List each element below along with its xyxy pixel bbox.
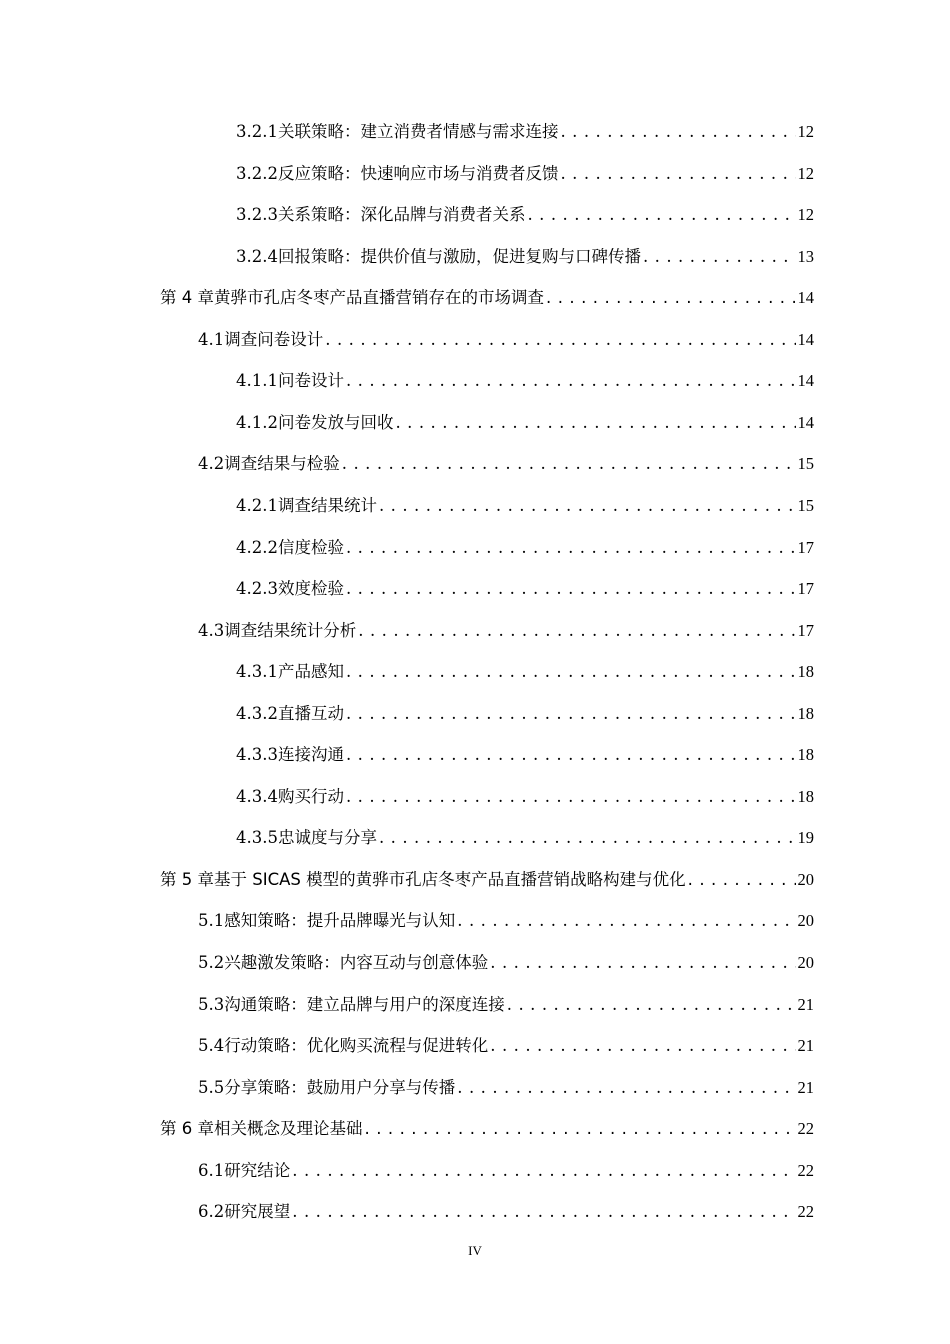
toc-entry-title: 问卷发放与回收: [277, 412, 394, 432]
toc-entry-title: 直播互动: [277, 703, 344, 723]
page-number-footer: IV: [468, 1243, 482, 1258]
toc-entry[interactable]: [236, 660, 814, 684]
toc-entry[interactable]: [198, 909, 814, 933]
toc-entry-page: 14: [797, 288, 814, 308]
toc-entry-number: 3.2.4: [236, 246, 278, 266]
toc-dot-leader: [457, 1076, 795, 1100]
toc-dot-leader: [346, 577, 796, 601]
toc-entry-title: 黄骅市孔店冬枣产品直播营销存在的市场调查: [214, 288, 544, 308]
toc-entry-title: 信度检验: [277, 537, 344, 557]
toc-entry-page: 18: [797, 662, 814, 682]
toc-entry[interactable]: [236, 203, 814, 227]
toc-entry-number: 6.1: [198, 1160, 225, 1180]
toc-entry[interactable]: [236, 245, 814, 269]
toc-entry-title: 相关概念及理论基础: [214, 1119, 363, 1139]
toc-entry-title: 基于 SICAS 模型的黄骅市孔店冬枣产品直播营销战略构建与优化: [214, 869, 686, 889]
toc-dot-leader: [346, 702, 796, 726]
toc-entry[interactable]: [236, 411, 814, 435]
toc-entry-title: 连接沟通: [277, 745, 344, 765]
toc-entry-title: 行动策略：优化购买流程与促进转化: [224, 1036, 489, 1056]
toc-entry-number: 4.2.2: [236, 537, 278, 557]
toc-dot-leader: [560, 120, 795, 144]
toc-entry-number: 4.1: [198, 329, 225, 349]
toc-entry-title: 关系策略：深化品牌与消费者关系: [277, 205, 526, 225]
toc-dot-leader: [346, 660, 796, 684]
toc-dot-leader: [379, 494, 796, 518]
toc-entry-title: 产品感知: [277, 662, 344, 682]
toc-entry-title: 反应策略：快速响应市场与消费者反馈: [277, 163, 559, 183]
toc-entry[interactable]: [198, 328, 814, 352]
toc-entry-title: 调查结果统计分析: [224, 620, 357, 640]
toc-entry[interactable]: [236, 369, 814, 393]
toc-entry-number: 4.3.1: [236, 662, 278, 682]
toc-entry-title: 购买行动: [277, 786, 344, 806]
toc-entry-page: 18: [797, 786, 814, 806]
toc-entry[interactable]: [198, 1034, 814, 1058]
toc-entry-number: 3.2.3: [236, 205, 278, 225]
toc-entry-page: 20: [797, 869, 814, 889]
toc-entry-title: 问卷设计: [277, 371, 344, 391]
toc-dot-leader: [507, 993, 796, 1017]
toc-entry-number: 5.2: [198, 953, 225, 972]
toc-dot-leader: [346, 536, 796, 560]
toc-entry-title: 调查结果统计: [277, 495, 377, 515]
toc-entry[interactable]: [236, 743, 814, 767]
toc-entry-number: 6.2: [198, 1202, 225, 1222]
toc-entry[interactable]: [160, 868, 814, 892]
toc-dot-leader: [527, 203, 795, 227]
toc-entry-page: 12: [797, 205, 814, 225]
toc-entry-page: 17: [797, 579, 814, 599]
toc-dot-leader: [346, 785, 796, 809]
toc-dot-leader: [457, 909, 795, 933]
toc-entry-page: 21: [797, 1077, 814, 1097]
toc-entry-title: 分享策略：鼓励用户分享与传播: [224, 1077, 456, 1097]
toc-entry-number: 4.1.2: [236, 412, 278, 432]
toc-entry-number: 4.3: [198, 620, 225, 640]
toc-entry-number: 4.2.3: [236, 579, 278, 599]
toc-entry-page: 22: [797, 1160, 814, 1180]
toc-dot-leader: [546, 286, 796, 310]
toc-entry[interactable]: [236, 702, 814, 726]
toc-entry-page: 22: [797, 1119, 814, 1139]
toc-entry-number: 4.3.2: [236, 703, 278, 723]
toc-entry-number: 3.2.2: [236, 163, 278, 183]
toc-entry-page: 14: [797, 329, 814, 349]
toc-dot-leader: [292, 1159, 795, 1183]
toc-entry-title: 沟通策略：建立品牌与用户的深度连接: [224, 994, 505, 1014]
toc-entry-title: 忠诚度与分享: [277, 828, 377, 848]
toc-entry-page: 21: [797, 1036, 814, 1056]
toc-entry-page: 15: [797, 495, 814, 515]
toc-dot-leader: [490, 1034, 795, 1058]
toc-entry-title: 研究展望: [224, 1202, 291, 1222]
toc-entry-page: 14: [797, 371, 814, 391]
toc-entry[interactable]: [236, 162, 814, 186]
toc-entry-page: 17: [797, 620, 814, 640]
toc-entry[interactable]: [236, 826, 814, 850]
toc-entry-page: 20: [797, 953, 814, 972]
toc-entry-number: 3.2.1: [236, 122, 278, 141]
toc-dot-leader: [346, 369, 796, 393]
toc-dot-leader: [395, 411, 795, 435]
toc-entry-page: 12: [797, 163, 814, 183]
toc-entry-page: 14: [797, 412, 814, 432]
toc-entry[interactable]: [198, 1200, 814, 1224]
toc-entry-title: 效度检验: [277, 579, 344, 599]
toc-entry[interactable]: [236, 494, 814, 518]
toc-entry-page: 19: [797, 828, 814, 848]
toc-entry-number: 4.2.1: [236, 495, 278, 515]
toc-entry-number: 5.4: [198, 1036, 225, 1056]
toc-entry-page: 21: [797, 994, 814, 1014]
toc-entry[interactable]: [198, 452, 814, 476]
toc-entry-page: 18: [797, 745, 814, 765]
toc-entry[interactable]: [160, 286, 814, 310]
toc-entry-title: 感知策略：提升品牌曝光与认知: [224, 911, 456, 931]
toc-entry[interactable]: [236, 577, 814, 601]
toc-entry[interactable]: [198, 993, 814, 1017]
toc-entry-page: 18: [797, 703, 814, 723]
toc-entry-number: 4.3.5: [236, 828, 278, 848]
toc-dot-leader: [560, 162, 795, 186]
toc-entry[interactable]: [160, 1117, 814, 1141]
toc-entry-page: 17: [797, 537, 814, 557]
toc-entry-number: 5.3: [198, 994, 225, 1014]
toc-entry-title: 调查问卷设计: [224, 329, 324, 349]
toc-dot-leader: [346, 743, 796, 767]
toc-entry-title: 回报策略：提供价值与激励，促进复购与口碑传播: [277, 246, 641, 266]
toc-dot-leader: [342, 452, 796, 476]
toc-entry-number: 4.2: [198, 454, 225, 474]
toc-entry-number: 5.1: [198, 911, 225, 931]
toc-entry-number: 4.1.1: [236, 371, 278, 391]
toc-entry-page: 22: [797, 1202, 814, 1222]
toc-entry-title: 调查结果与检验: [224, 454, 340, 474]
toc-entry[interactable]: [198, 1076, 814, 1100]
toc-entry[interactable]: [198, 619, 814, 643]
toc-dot-leader: [365, 1117, 796, 1141]
toc-entry-number: 5.5: [198, 1077, 225, 1097]
toc-entry[interactable]: [236, 120, 814, 144]
toc-dot-leader: [292, 1200, 795, 1224]
toc-dot-leader: [490, 951, 795, 975]
toc-entry-page: 20: [797, 911, 814, 931]
toc-entry[interactable]: [236, 536, 814, 560]
toc-dot-leader: [688, 868, 796, 892]
toc-dot-leader: [643, 245, 796, 269]
toc-entry-number: 第 5 章: [160, 869, 214, 889]
toc-entry-number: 4.3.3: [236, 745, 278, 765]
toc-entry-number: 第 6 章: [160, 1119, 214, 1139]
toc-entry[interactable]: [198, 1159, 814, 1183]
toc-entry-page: 15: [797, 454, 814, 474]
toc-entry-page: 12: [797, 122, 814, 141]
toc-entry-title: 研究结论: [224, 1160, 291, 1180]
toc-entry[interactable]: [198, 951, 814, 975]
toc-entry-number: 4.3.4: [236, 786, 278, 806]
toc-entry-page: 13: [797, 246, 814, 266]
toc-entry-title: 关联策略：建立消费者情感与需求连接: [277, 122, 559, 141]
toc-dot-leader: [325, 328, 795, 352]
toc-entry-number: 第 4 章: [160, 288, 214, 308]
toc-entry-title: 兴趣激发策略：内容互动与创意体验: [224, 953, 489, 972]
toc-dot-leader: [358, 619, 795, 643]
toc-entry[interactable]: [236, 785, 814, 809]
toc-dot-leader: [379, 826, 796, 850]
